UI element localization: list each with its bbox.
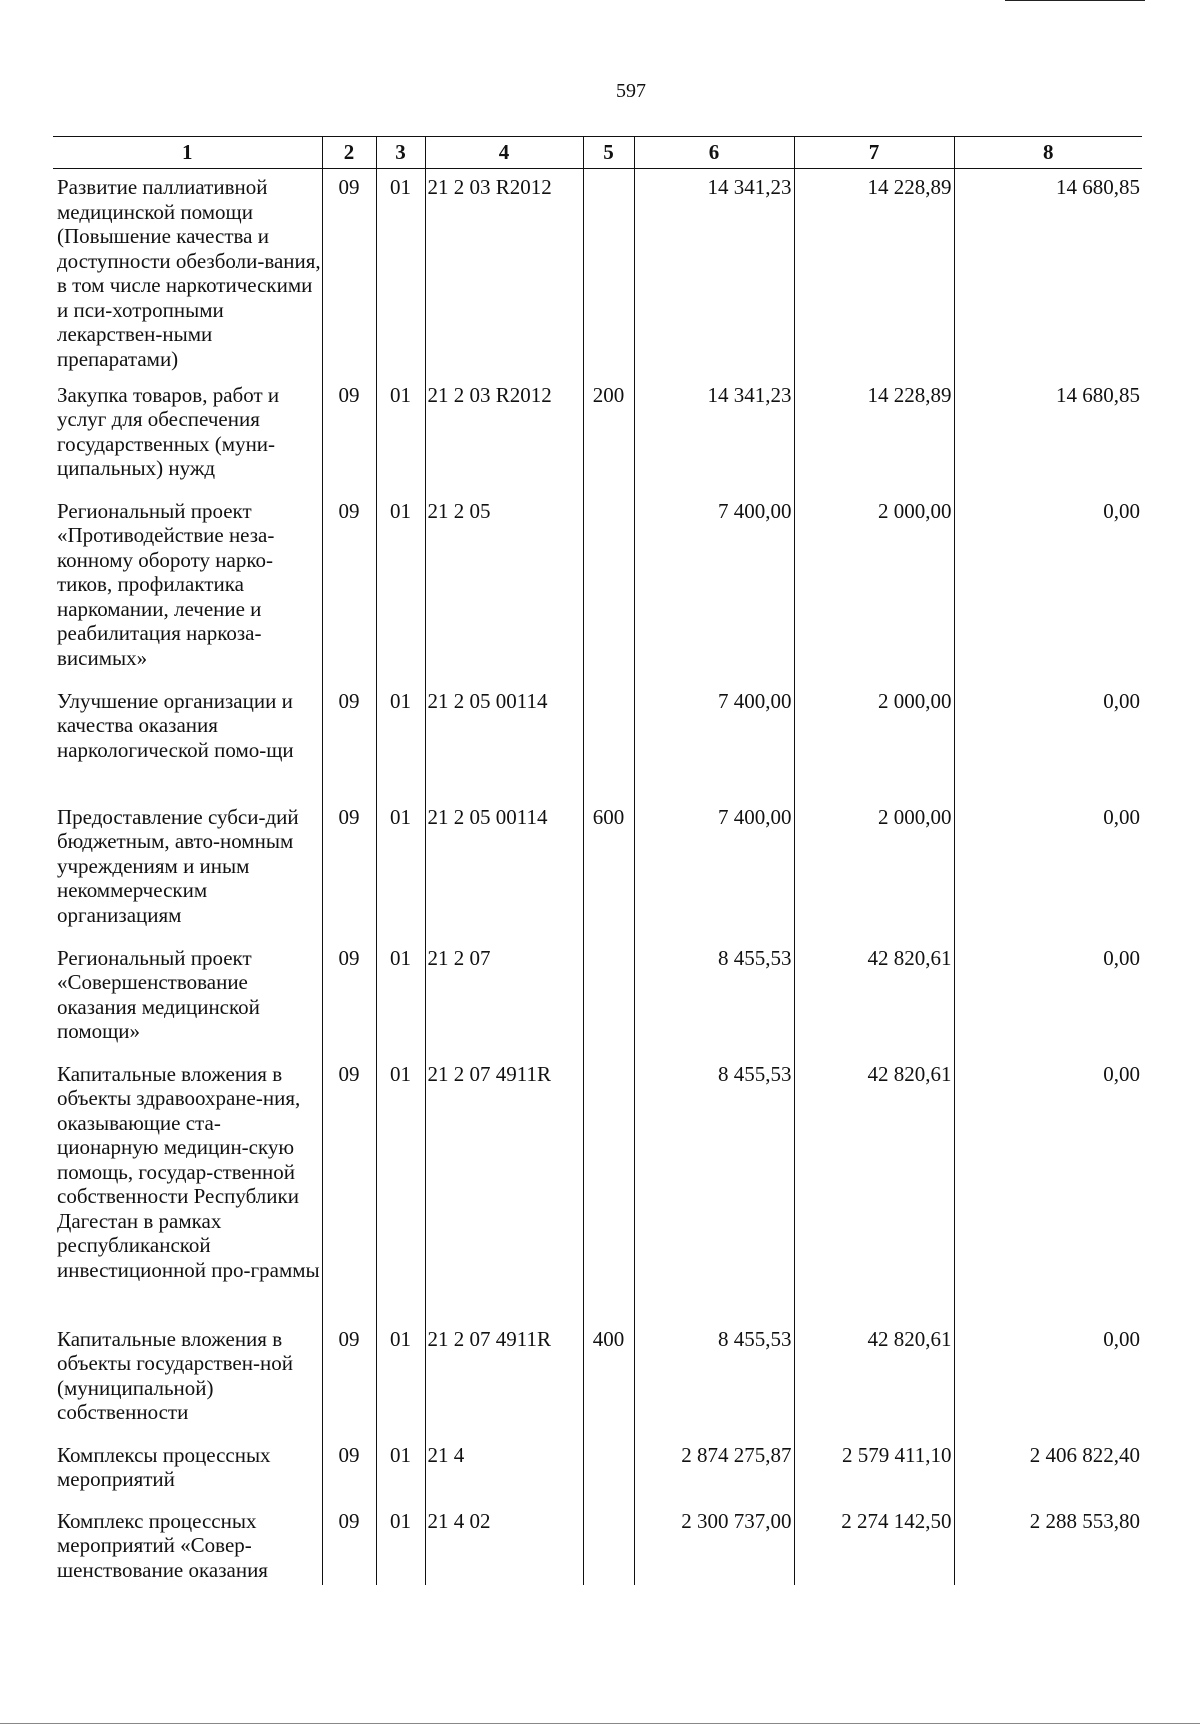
cell-name: Закупка товаров, работ и услуг для обеспечения государственных (муни-ципальных) нужд (57, 382, 280, 480)
cell-csr: 21 2 03 R2012 (425, 169, 583, 383)
cell-pr: 01 (376, 1327, 425, 1443)
cell-pr: 01 (376, 1443, 425, 1509)
cell-csr: 21 2 05 (425, 499, 583, 689)
cell-vr: 200 (583, 383, 634, 499)
cell-year3: 0,00 (954, 805, 1142, 946)
cell-rz: 09 (322, 1062, 376, 1327)
cell-vr (583, 499, 634, 689)
header-col-1: 1 (53, 137, 322, 169)
cell-vr (583, 1062, 634, 1327)
table-row (53, 1509, 1142, 1585)
table-row (53, 689, 1142, 805)
cell-year1: 2 300 737,00 (634, 1509, 794, 1585)
cell-name: Развитие паллиативной медицинской помощи (Повышение качества и доступности обезболи-вания, в том числе наркотическими и пси-хотропными лекарствен-ными препаратами) (57, 175, 321, 371)
cell-vr (583, 1443, 634, 1509)
cell-year1: 8 455,53 (634, 1327, 794, 1443)
cell-vr (583, 1509, 634, 1585)
budget-table (53, 136, 1142, 1585)
cell-year3: 0,00 (954, 1062, 1142, 1327)
cell-pr: 01 (376, 169, 425, 383)
cell-pr: 01 (376, 499, 425, 689)
header-col-5: 5 (583, 137, 634, 169)
cell-rz: 09 (322, 383, 376, 499)
cell-year3: 0,00 (954, 946, 1142, 1062)
cell-year2: 14 228,89 (794, 383, 954, 499)
cell-year2: 14 228,89 (794, 169, 954, 383)
header-col-4: 4 (425, 137, 583, 169)
cell-rz: 09 (322, 689, 376, 805)
header-row (53, 137, 1142, 169)
cell-year3: 0,00 (954, 499, 1142, 689)
table-row (53, 1062, 1142, 1327)
header-col-8: 8 (954, 137, 1142, 169)
cell-name: Региональный проект «Противодействие неза-конному обороту нарко-тиков, профилактика наркомании, лечение и реабилитация наркоза-висимых» (57, 498, 275, 670)
cell-pr: 01 (376, 805, 425, 946)
cell-rz: 09 (322, 946, 376, 1062)
cell-rz: 09 (322, 1443, 376, 1509)
cell-rz: 09 (322, 499, 376, 689)
cell-csr: 21 2 03 R2012 (425, 383, 583, 499)
cell-year3: 0,00 (954, 689, 1142, 805)
table-row (53, 805, 1142, 946)
bottom-edge-rule (0, 1723, 1200, 1724)
cell-year2: 2 579 411,10 (794, 1443, 954, 1509)
header-col-7: 7 (794, 137, 954, 169)
cell-year1: 7 400,00 (634, 805, 794, 946)
cell-year1: 7 400,00 (634, 689, 794, 805)
cell-year1: 2 874 275,87 (634, 1443, 794, 1509)
cell-pr: 01 (376, 383, 425, 499)
cell-year1: 8 455,53 (634, 1062, 794, 1327)
cell-name: Региональный проект «Совершенствование оказания медицинской помощи» (57, 945, 260, 1043)
budget-table-container (53, 136, 1142, 1601)
cell-name: Предоставление субси-дий бюджетным, авто-номным учреждениям и иным некоммерческим организациям (57, 804, 299, 927)
cell-csr: 21 2 05 00114 (425, 805, 583, 946)
cell-year1: 7 400,00 (634, 499, 794, 689)
cell-vr (583, 946, 634, 1062)
cell-year3: 14 680,85 (954, 169, 1142, 383)
page-number: 597 (616, 80, 646, 102)
cell-name: Комплексы процессных мероприятий (57, 1442, 271, 1491)
cell-year2: 2 274 142,50 (794, 1509, 954, 1585)
cell-pr: 01 (376, 946, 425, 1062)
cell-name: Капитальные вложения в объекты здравоохране-ния, оказывающие ста-ционарную медицин-скую помощь, государ-ственной собственности Республики Дагестан в рамках республиканской инвестиционной про-граммы (57, 1061, 320, 1282)
cell-year1: 8 455,53 (634, 946, 794, 1062)
header-col-6: 6 (634, 137, 794, 169)
cell-year2: 42 820,61 (794, 946, 954, 1062)
cell-vr (583, 169, 634, 383)
cell-name: Комплекс процессных мероприятий «Совер-шенствование оказания (57, 1508, 268, 1582)
cell-rz: 09 (322, 1327, 376, 1443)
cell-year2: 42 820,61 (794, 1062, 954, 1327)
table-row (53, 499, 1142, 689)
cell-year2: 42 820,61 (794, 1327, 954, 1443)
table-row (53, 1443, 1142, 1509)
cell-csr: 21 4 (425, 1443, 583, 1509)
cell-year3: 14 680,85 (954, 383, 1142, 499)
cell-csr: 21 2 07 4911R (425, 1327, 583, 1443)
table-row (53, 1327, 1142, 1443)
top-edge-rule (1005, 0, 1145, 1)
table-row (53, 946, 1142, 1062)
cell-year3: 0,00 (954, 1327, 1142, 1443)
table-row (53, 169, 1142, 383)
cell-name: Капитальные вложения в объекты государствен-ной (муниципальной) собственности (57, 1326, 293, 1424)
cell-year2: 2 000,00 (794, 805, 954, 946)
cell-year3: 2 288 553,80 (954, 1509, 1142, 1585)
cell-year3: 2 406 822,40 (954, 1443, 1142, 1509)
cell-csr: 21 2 05 00114 (425, 689, 583, 805)
cell-vr: 400 (583, 1327, 634, 1443)
header-col-2: 2 (322, 137, 376, 169)
cell-pr: 01 (376, 1509, 425, 1585)
cell-csr: 21 2 07 4911R (425, 1062, 583, 1327)
cell-vr (583, 689, 634, 805)
cell-csr: 21 2 07 (425, 946, 583, 1062)
table-row (53, 383, 1142, 499)
cell-year2: 2 000,00 (794, 499, 954, 689)
cell-year1: 14 341,23 (634, 383, 794, 499)
table-body (53, 169, 1142, 1585)
cell-rz: 09 (322, 169, 376, 383)
cell-pr: 01 (376, 1062, 425, 1327)
cell-rz: 09 (322, 1509, 376, 1585)
cell-name: Улучшение организации и качества оказания наркологической помо-щи (57, 688, 294, 762)
cell-rz: 09 (322, 805, 376, 946)
cell-year1: 14 341,23 (634, 169, 794, 383)
cell-year2: 2 000,00 (794, 689, 954, 805)
header-col-3: 3 (376, 137, 425, 169)
cell-pr: 01 (376, 689, 425, 805)
cell-vr: 600 (583, 805, 634, 946)
cell-csr: 21 4 02 (425, 1509, 583, 1585)
